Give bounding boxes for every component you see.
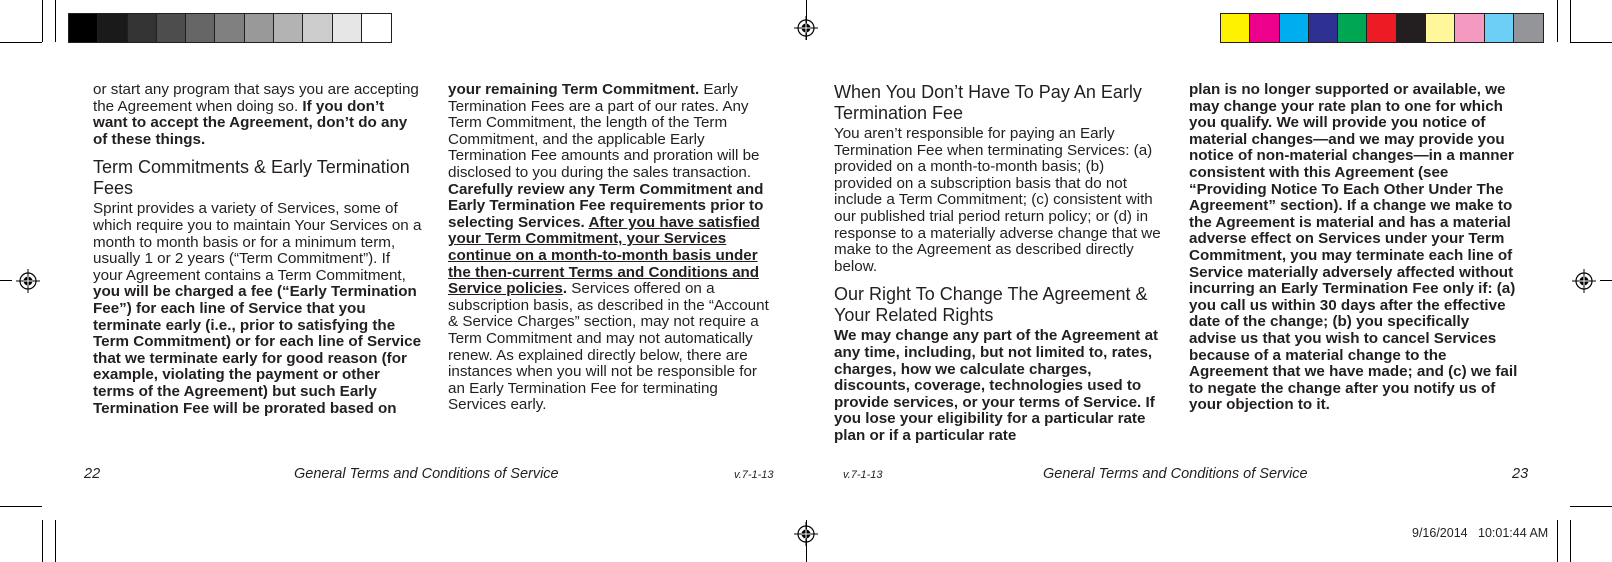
color-swatch — [1455, 14, 1484, 42]
body-text: Early Termination Fees are a part of our rates. Any Term Commitment, the length of the Term Commitment, and the applicable Early Termination Fee amounts and proration will be disclosed to you during the sales transaction. — [448, 81, 760, 181]
crop-mark — [1557, 0, 1558, 42]
footer-title: General Terms and Conditions of Service — [294, 466, 559, 482]
section-heading: Our Right To Change The Agreement & Your Related Rights — [834, 284, 1148, 326]
color-swatch — [1309, 14, 1338, 42]
color-swatch — [1426, 14, 1455, 42]
crop-mark — [1557, 520, 1558, 562]
crop-mark — [55, 0, 56, 42]
crop-mark — [0, 280, 12, 281]
paragraph — [448, 82, 778, 414]
gray-swatch — [157, 14, 186, 42]
color-swatch — [1514, 14, 1543, 42]
bold-text: Carefully review any Term Commitment and Early Termination Fee requirements prior to selecting Services. — [448, 180, 764, 231]
gray-swatch — [69, 14, 98, 42]
paragraph — [834, 328, 1164, 444]
color-swatch — [1280, 14, 1309, 42]
bold-text: plan is no longer supported or available, we may change your rate plan to one for which you qualify. We will provide you notice of material changes—and we may provide you notice of non-material changes—in a manner consistent with this Agreement (see “Providing Notice To Each Other Under The Agreement” section). If a change we make to the Agreement is material and has a material adverse effect on Services under your Term Commitment, you may terminate each line of Service materially adversely affected without incurring an Early Termination Fee only if: (a) you call us within 30 days after the effective date of the change; (b) you specifically advise us that you wish to cancel Services because of a material change to the Agreement that we have made; and (c) we fail to negate the change after you notify us of your objection to it. — [1189, 81, 1518, 414]
crop-mark — [1600, 280, 1612, 281]
color-swatch — [1338, 14, 1367, 42]
gray-swatch — [333, 14, 362, 42]
bold-text: If you don’t want to accept the Agreement, don’t do any of these things. — [93, 97, 408, 148]
color-swatch — [1485, 14, 1514, 42]
bold-text: you will be charged a fee (“Early Termination Fee”) for each line of Service that you terminate early (i.e., prior to satisfying the Term Commitment) or for each line of Service that we terminate early for good reason (for example, violating the payment or other terms of the Agreement) but such Early Termination Fee will be prorated based on — [93, 283, 422, 417]
crop-mark — [1570, 520, 1571, 562]
gray-swatch — [274, 14, 303, 42]
registration-mark-icon — [794, 16, 818, 40]
print-timestamp: 9/16/2014 10:01:44 AM — [1412, 526, 1549, 540]
registration-mark-icon — [794, 522, 818, 546]
page-number: 22 — [84, 466, 101, 482]
bold-text: . — [562, 280, 568, 298]
section-heading: When You Don’t Have To Pay An Early Termination Fee — [834, 82, 1142, 123]
grayscale-color-bar — [68, 13, 392, 43]
right-page-column-2 — [1189, 82, 1519, 414]
crop-mark — [1570, 0, 1571, 42]
bold-text: your remaining Term Commitment. — [448, 81, 700, 98]
right-page-column-1 — [834, 82, 1164, 445]
crop-mark — [0, 506, 42, 507]
footer-title: General Terms and Conditions of Service — [1043, 466, 1308, 482]
underlined-text: After you have satisfied your Term Commitment, your Services continue on a month-to-month basis under the then-current Terms and Conditions and Service policies — [448, 213, 760, 298]
paragraph — [93, 201, 423, 417]
left-page-column-2 — [448, 82, 778, 414]
bold-text: We may change any part of the Agreement at any time, including, but not limited to, rates, charges, how we calculate charges, discounts, coverage, technologies used to provide services, or your terms of Service. If you lose your eligibility for a particular rate plan or if a particular rate — [834, 327, 1159, 444]
gray-swatch — [98, 14, 127, 42]
body-text: Services offered on a subscription basis, as described in the “Account & Service Charges” section, may not require a Term Commitment and may not automatically renew. As explained directly below, there are instances when you will not be responsible for an Early Termination Fee for terminating Services early. — [448, 280, 769, 414]
process-color-bar — [1220, 13, 1544, 43]
body-text: Sprint provides a variety of Services, some of which require you to maintain Your Services on a month to month basis or for a minimum term, usually 1 or 2 years (“Term Commitment”). If your Agreement contains a Term Commitment, — [93, 200, 422, 284]
color-swatch — [1250, 14, 1279, 42]
section-heading: Term Commitments & Early Termination Fees — [93, 157, 410, 199]
version-label: v.7-1-13 — [843, 469, 883, 481]
version-label: v.7-1-13 — [734, 469, 774, 481]
crop-mark — [55, 520, 56, 562]
crop-mark — [42, 0, 43, 42]
page-number: 23 — [1512, 466, 1529, 482]
crop-mark — [0, 42, 42, 43]
crop-mark — [1570, 42, 1612, 43]
paragraph — [1189, 82, 1519, 414]
gray-swatch — [215, 14, 244, 42]
body-text: or start any program that says you are accepting the Agreement when doing so. — [93, 81, 419, 115]
gray-swatch — [245, 14, 274, 42]
color-swatch — [1367, 14, 1396, 42]
crop-mark — [42, 520, 43, 562]
color-swatch — [1221, 14, 1250, 42]
left-page-column-1 — [93, 82, 423, 417]
gray-swatch — [362, 14, 391, 42]
paragraph: You aren’t responsible for paying an Early Termination Fee when terminating Services: (a) provided on a month-to-month basis; (b) provided on a subscription basis that do not include a Term Commitment; (c) consistent with our published trial period return policy; or (d) in response to a materially adverse change that we make to the Agreement as described directly below. — [834, 125, 1161, 275]
registration-mark-icon — [16, 269, 40, 293]
gray-swatch — [128, 14, 157, 42]
registration-mark-icon — [1572, 269, 1596, 293]
color-swatch — [1397, 14, 1426, 42]
paragraph — [93, 82, 423, 148]
crop-mark — [1570, 506, 1612, 507]
gray-swatch — [186, 14, 215, 42]
gray-swatch — [303, 14, 332, 42]
